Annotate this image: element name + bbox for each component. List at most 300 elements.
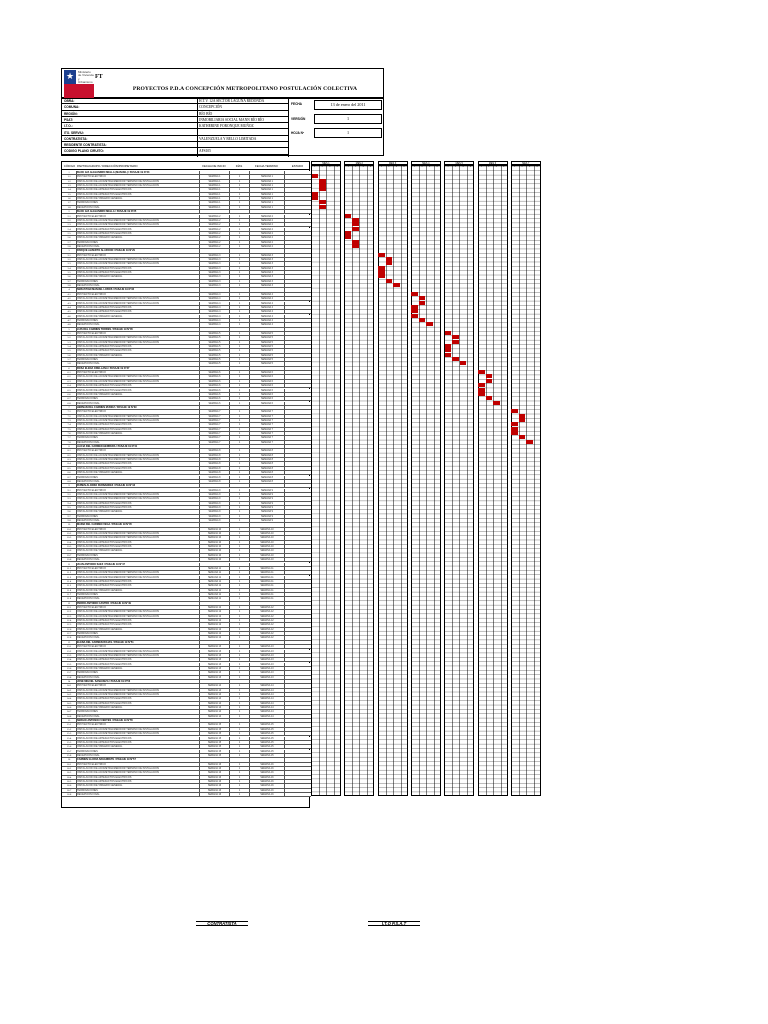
cell-name: TERMINACIONES — [77, 788, 98, 792]
cell-start: SEMANA 13 — [199, 676, 229, 680]
week-header: 2 — [454, 166, 457, 168]
cell-num: 12.1 — [62, 606, 77, 610]
cell-start: SEMANA 7 — [199, 432, 229, 436]
cell-end: SEMANA 13 — [249, 650, 284, 654]
month-column — [444, 165, 474, 796]
cell-days: 1 — [229, 402, 249, 406]
cell-name: INSTALACIÓN DE ARTEFACTOS ELÉCTRICOS — [77, 584, 132, 588]
cell-name: PROYECTO ELECTRICO — [77, 371, 106, 375]
cell-name: INSTALACIÓN DE ACOMETIDA/MEDIDOR TÉRMINO DE INSTALACIÓN — [77, 218, 160, 222]
cell-start: SEMANA 12 — [199, 623, 229, 627]
cell-end: SEMANA 8 — [249, 471, 284, 475]
cell-num: 1.7 — [62, 201, 77, 205]
cell-num: 9.5 — [62, 506, 77, 510]
cell-start: SEMANA 4 — [199, 297, 229, 301]
cell-end: SEMANA 13 — [249, 645, 284, 649]
cell-start: SEMANA 8 — [199, 449, 229, 453]
info-value: BÍO BÍO — [199, 111, 213, 116]
hoja-label: HOJA Nº — [291, 131, 305, 135]
cell-num: 11.2 — [62, 571, 77, 575]
cell-num: 7.6 — [62, 432, 77, 436]
cell-days: 1 — [229, 384, 249, 388]
cell-name: INSTALACIÓN DE ACOMETIDA/MEDIDOR TÉRMINO DE INSTALACIÓN — [77, 375, 160, 379]
cell-start: SEMANA 1 — [199, 175, 229, 179]
cell-name: INSTALACIÓN DE ACOMETIDA/MEDIDOR TÉRMINO DE INSTALACIÓN — [77, 223, 160, 227]
cell-start: SEMANA 7 — [199, 436, 229, 440]
cell-end: SEMANA 6 — [249, 397, 284, 401]
cell-name: PEDRO ANTONIO CASTRO / PASAJE 19 N°49 — [77, 601, 131, 605]
cell-end: SEMANA 15 — [249, 737, 284, 741]
cell-name: INSTALACIÓN DE ACOMETIDA/MEDIDOR TÉRMINO DE INSTALACIÓN — [77, 536, 160, 540]
cell-name: PROYECTO ELECTRICO — [77, 684, 106, 688]
cell-name: PROYECTO ELECTRICO — [77, 214, 106, 218]
cell-end: SEMANA 15 — [249, 754, 284, 758]
cell-end: SEMANA 16 — [249, 784, 284, 788]
cell-end: SEMANA 1 — [249, 201, 284, 205]
gantt-bar — [493, 401, 500, 405]
cell-days: 1 — [229, 754, 249, 758]
cell-num: 6.8 — [62, 402, 77, 406]
cell-days: 1 — [229, 715, 249, 719]
cell-start: SEMANA 7 — [199, 419, 229, 423]
cell-start: SEMANA 11 — [199, 584, 229, 588]
cell-name: INSTALACIÓN DE ARTEFACTOS ELÉCTRICOS — [77, 266, 132, 270]
gantt-bar — [452, 357, 459, 361]
cell-end: SEMANA 2 — [249, 219, 284, 223]
cell-start: SEMANA 2 — [199, 241, 229, 245]
cell-name: INSTALACIÓN DE ARTEFACTOS ELÉCTRICOS — [77, 501, 132, 505]
cell-num: 6 — [62, 367, 77, 371]
cell-start: SEMANA 15 — [199, 732, 229, 736]
week-header: 1 — [513, 166, 516, 168]
cell-start: SEMANA 6 — [199, 375, 229, 379]
cell-start: SEMANA 3 — [199, 280, 229, 284]
week-header: 2 — [388, 166, 390, 168]
cell-end: SEMANA 11 — [249, 580, 284, 584]
cell-start: SEMANA 10 — [199, 554, 229, 558]
cell-days: 1 — [229, 184, 249, 188]
info-label: ITO. SERVIU: — [64, 130, 84, 135]
cell-num: 13.1 — [62, 645, 77, 649]
cell-name: CARMEN GLORIA NAVARRETE / PASAJE 19 N°57 — [77, 758, 136, 762]
cell-num: 4.5 — [62, 310, 77, 314]
cell-end: SEMANA 10 — [249, 532, 284, 536]
cell-days: 1 — [229, 632, 249, 636]
cell-name: SERGIO ANTONIO FUENTES / PASAJE 19 N°55 — [77, 719, 133, 723]
week-header: 4 — [469, 166, 472, 168]
cell-name: INSTALACIÓN DE ARTEFACTOS ELÉCTRICOS — [77, 623, 132, 627]
cell-days: 1 — [229, 262, 249, 266]
cell-name: INSTALACIÓN DE TABLERO GENERAL — [77, 392, 123, 396]
cell-num: 10.7 — [62, 554, 77, 558]
cell-name: TERMINACIONES — [77, 632, 98, 636]
col-fecha-inicio: FECHA DE INICIO — [202, 164, 226, 168]
cell-num: 9 — [62, 484, 77, 488]
cell-days: 1 — [229, 315, 249, 319]
cell-end: SEMANA 15 — [249, 723, 284, 727]
cell-days: 1 — [229, 175, 249, 179]
cell-end: SEMANA 1 — [249, 193, 284, 197]
cell-name: INSTALACIÓN DE ARTEFACTOS ELÉCTRICOS — [77, 658, 132, 662]
cell-end: SEMANA 1 — [249, 206, 284, 210]
cell-num: 6.2 — [62, 375, 77, 379]
month-header: MES 3 — [378, 161, 408, 165]
cell-start: SEMANA 16 — [199, 771, 229, 775]
cell-end: SEMANA 9 — [249, 519, 284, 523]
cell-days: 1 — [229, 206, 249, 210]
ministry-logo — [64, 70, 94, 98]
month-header: MES 1 — [311, 161, 341, 165]
cell-days: 1 — [229, 532, 249, 536]
gantt-bar — [445, 331, 452, 335]
cell-end: SEMANA 13 — [249, 654, 284, 658]
cell-end: SEMANA 14 — [249, 702, 284, 706]
cell-num: 4.1 — [62, 293, 77, 297]
gantt-bar — [452, 340, 459, 344]
cell-name: INSTALACIÓN DE TABLERO GENERAL — [77, 275, 123, 279]
gantt-bar — [511, 431, 518, 435]
cell-num: 9.8 — [62, 519, 77, 523]
cell-start: SEMANA 14 — [199, 715, 229, 719]
week-header: 2 — [321, 166, 323, 168]
cell-start: SEMANA 1 — [199, 206, 229, 210]
cell-name: HERNÁN DEL CARMEN MUÑOZ / PASAJE 19 N°39 — [77, 405, 137, 409]
cell-end: SEMANA 15 — [249, 741, 284, 745]
cell-name: INSTALACIÓN DE ACOMETIDA/MEDIDOR TÉRMINO DE INSTALACIÓN — [77, 301, 160, 305]
cell-start: SEMANA 13 — [199, 645, 229, 649]
info-value: VALENZUELA Y BELLO LIMITADA — [199, 136, 257, 141]
cell-days: 1 — [229, 549, 249, 553]
cell-days: 1 — [229, 597, 249, 601]
info-value: KATHERINE FORONQUE MUÑOZ — [199, 124, 254, 129]
cell-start: SEMANA 8 — [199, 458, 229, 462]
cell-end: SEMANA 11 — [249, 584, 284, 588]
cell-start: SEMANA 13 — [199, 654, 229, 658]
cell-start: SEMANA 10 — [199, 549, 229, 553]
cell-name: RECEPCIÓN FINAL — [77, 205, 100, 209]
gantt-bar — [352, 227, 359, 231]
month-column — [344, 165, 374, 796]
cell-end: SEMANA 14 — [249, 684, 284, 688]
cell-days: 1 — [229, 615, 249, 619]
cell-start: SEMANA 3 — [199, 254, 229, 258]
cell-num: 8.1 — [62, 449, 77, 453]
cell-start: SEMANA 8 — [199, 480, 229, 484]
cell-start: SEMANA 1 — [199, 184, 229, 188]
cell-name: INSTALACIÓN DE ARTEFACTOS ELÉCTRICOS — [77, 662, 132, 666]
cell-name: TERMINACIONES — [77, 436, 98, 440]
cell-name: PROYECTO ELECTRICO — [77, 449, 106, 453]
cell-days: 1 — [229, 423, 249, 427]
cell-name: RECEPCIÓN FINAL — [77, 675, 100, 679]
week-header: 3 — [528, 166, 531, 168]
cell-days: 1 — [229, 497, 249, 501]
month-column — [311, 165, 341, 796]
cell-name: RECEPCIÓN FINAL — [77, 479, 100, 483]
cell-name: RECEPCIÓN FINAL — [77, 597, 100, 601]
cell-days: 1 — [229, 750, 249, 754]
cell-num: 2.6 — [62, 236, 77, 240]
cell-end: SEMANA 11 — [249, 593, 284, 597]
cell-name: LUIS DEL CARMEN TORRES / PASAJE 19 N°35 — [77, 327, 133, 331]
cell-num: 1.3 — [62, 184, 77, 188]
cell-num: 16.3 — [62, 771, 77, 775]
cell-name: INSTALACIÓN DE ARTEFACTOS ELÉCTRICOS — [77, 231, 132, 235]
cell-end: SEMANA 10 — [249, 541, 284, 545]
week-header: 3 — [395, 166, 397, 168]
cell-start: SEMANA 1 — [199, 201, 229, 205]
cell-days: 1 — [229, 441, 249, 445]
week-header: 2 — [488, 166, 490, 168]
cell-num: 9.4 — [62, 502, 77, 506]
cell-end: SEMANA 1 — [249, 197, 284, 201]
cell-days: 1 — [229, 693, 249, 697]
cell-days: 1 — [229, 197, 249, 201]
cell-end: SEMANA 14 — [249, 693, 284, 697]
gantt-bar — [345, 214, 352, 218]
cell-start: SEMANA 16 — [199, 763, 229, 767]
cell-num: 3 — [62, 249, 77, 253]
cell-end: SEMANA 6 — [249, 402, 284, 406]
cell-num: 7.8 — [62, 441, 77, 445]
cell-name: BLOK 12A ALEJANDRO MELLA / PASAJE 19 N°25 — [77, 210, 137, 214]
cell-name: INSTALACIÓN DE TABLERO GENERAL — [77, 588, 123, 592]
cell-start: SEMANA 14 — [199, 702, 229, 706]
cell-num: 2.7 — [62, 241, 77, 245]
cell-start: SEMANA 4 — [199, 293, 229, 297]
info-value: H.T.V. 12A SECTOR LAGUNA REDONDA — [199, 99, 265, 103]
cell-end: SEMANA 8 — [249, 458, 284, 462]
cell-end: SEMANA 15 — [249, 750, 284, 754]
cell-name: INSTALACIÓN DE ARTEFACTOS ELÉCTRICOS — [77, 462, 132, 466]
cell-name: INSTALACIÓN DE ARTEFACTOS ELÉCTRICOS — [77, 349, 132, 353]
cell-name: INSTALACIÓN DE ACOMETIDA/MEDIDOR TÉRMINO DE INSTALACIÓN — [77, 653, 160, 657]
cell-num: 7.1 — [62, 410, 77, 414]
cell-num: 3.3 — [62, 262, 77, 266]
cell-days: 1 — [229, 201, 249, 205]
info-label: COMUNA: — [64, 105, 80, 110]
cell-num: 3.4 — [62, 267, 77, 271]
gantt-bar — [486, 379, 493, 383]
gantt-bar — [478, 392, 485, 396]
cell-name: INSTALACIÓN DE TABLERO GENERAL — [77, 236, 123, 240]
cell-name: INSTALACIÓN DE ARTEFACTOS ELÉCTRICOS — [77, 545, 132, 549]
cell-num: 9.2 — [62, 493, 77, 497]
cell-name: PROYECTO ELECTRICO — [77, 331, 106, 335]
cell-end: SEMANA 3 — [249, 271, 284, 275]
cell-name: INSTALACIÓN DE ARTEFACTOS ELÉCTRICOS — [77, 466, 132, 470]
cell-start: SEMANA 10 — [199, 528, 229, 532]
cell-num: 16.5 — [62, 780, 77, 784]
cell-start: SEMANA 8 — [199, 476, 229, 480]
info-row — [62, 143, 288, 148]
cell-name: BLOK 12A ALEJANDRO MELLA (MANUEL) / PASAJE 19 N°23 — [77, 171, 150, 174]
cell-start: SEMANA 14 — [199, 684, 229, 688]
cell-start: SEMANA 13 — [199, 650, 229, 654]
cell-days: 1 — [229, 436, 249, 440]
cell-name: MARÍA DEL CARMEN VEGA / PASAJE 19 N°45 — [77, 523, 132, 527]
cell-days: 1 — [229, 267, 249, 271]
cell-end: SEMANA 7 — [249, 423, 284, 427]
cell-days: 1 — [229, 293, 249, 297]
cell-name: INSTALACIÓN DE ARTEFACTOS ELÉCTRICOS — [77, 736, 132, 740]
cell-num: 13.2 — [62, 650, 77, 654]
cell-days: 1 — [229, 245, 249, 249]
cell-num: 4 — [62, 288, 77, 292]
cell-num: 16.2 — [62, 767, 77, 771]
cell-num: 10.1 — [62, 528, 77, 532]
cell-num: 6.5 — [62, 389, 77, 393]
cell-name: INSTALACIÓN DE ARTEFACTOS ELÉCTRICOS — [77, 697, 132, 701]
cell-days: 1 — [229, 319, 249, 323]
cell-num: 13.5 — [62, 663, 77, 667]
cell-days: 1 — [229, 380, 249, 384]
info-value: INMOBILIARIA SOCIAL MANN BÍO BÍO — [199, 117, 264, 122]
week-header: 3 — [362, 166, 364, 168]
cell-days: 1 — [229, 589, 249, 593]
cell-num: 8.4 — [62, 462, 77, 466]
cell-end: SEMANA 6 — [249, 375, 284, 379]
cell-end: SEMANA 4 — [249, 293, 284, 297]
cell-days: 1 — [229, 254, 249, 258]
cell-days: 1 — [229, 302, 249, 306]
cell-end: SEMANA 12 — [249, 619, 284, 623]
cell-days: 1 — [229, 341, 249, 345]
cell-days: 1 — [229, 310, 249, 314]
cell-start: SEMANA 3 — [199, 275, 229, 279]
cell-days: 1 — [229, 776, 249, 780]
cell-num: 6.6 — [62, 393, 77, 397]
week-header: 4 — [536, 166, 538, 168]
cell-days: 1 — [229, 610, 249, 614]
cell-start: SEMANA 2 — [199, 232, 229, 236]
cell-name: INSTALACIÓN DE ARTEFACTOS ELÉCTRICOS — [77, 540, 132, 544]
cell-end: SEMANA 5 — [249, 336, 284, 340]
cell-num: 16 — [62, 758, 77, 762]
hoja-value: 1 — [346, 130, 350, 135]
cell-start: SEMANA 4 — [199, 323, 229, 327]
cell-num: 10.5 — [62, 545, 77, 549]
cell-end: SEMANA 6 — [249, 389, 284, 393]
cell-name: ROSA ELENA ORELLANA / PASAJE 19 N°37 — [77, 366, 130, 370]
cell-end: SEMANA 6 — [249, 384, 284, 388]
cell-end: SEMANA 7 — [249, 441, 284, 445]
cell-start: SEMANA 11 — [199, 571, 229, 575]
cell-days: 1 — [229, 702, 249, 706]
cell-num: 10.4 — [62, 541, 77, 545]
cell-num: 2.2 — [62, 219, 77, 223]
cell-start: SEMANA 15 — [199, 754, 229, 758]
cell-end: SEMANA 5 — [249, 362, 284, 366]
cell-start: SEMANA 3 — [199, 258, 229, 262]
cell-days: 1 — [229, 580, 249, 584]
cell-num: 14.8 — [62, 715, 77, 719]
gantt-bar — [486, 396, 493, 400]
cell-name: PROYECTO ELECTRICO — [77, 606, 106, 609]
cell-end: SEMANA 3 — [249, 284, 284, 288]
cell-num: 2.8 — [62, 245, 77, 249]
cell-num: 4.4 — [62, 306, 77, 310]
cell-num: 11.4 — [62, 580, 77, 584]
cell-num: 11.8 — [62, 597, 77, 601]
cell-name: RECEPCIÓN FINAL — [77, 244, 100, 248]
cell-num: 14 — [62, 680, 77, 684]
cell-days: 1 — [229, 619, 249, 623]
cell-start: SEMANA 1 — [199, 193, 229, 197]
cell-start: SEMANA 14 — [199, 697, 229, 701]
cell-end: SEMANA 16 — [249, 771, 284, 775]
cell-name: INSTALACIÓN DE ACOMETIDA/MEDIDOR TÉRMINO DE INSTALACIÓN — [77, 262, 160, 266]
month-header: MES 5 — [444, 161, 474, 165]
cell-name: INSTALACIÓN DE ARTEFACTOS ELÉCTRICOS — [77, 271, 132, 275]
cell-end: SEMANA 2 — [249, 232, 284, 236]
cell-days: 1 — [229, 271, 249, 275]
cell-end: SEMANA 1 — [249, 180, 284, 184]
project-info — [61, 98, 384, 156]
cell-days: 1 — [229, 741, 249, 745]
cell-num: 16.4 — [62, 776, 77, 780]
cell-end: SEMANA 4 — [249, 306, 284, 310]
cell-name: RECEPCIÓN FINAL — [77, 323, 100, 327]
cell-start: SEMANA 5 — [199, 349, 229, 353]
cell-days: 1 — [229, 415, 249, 419]
cell-days: 1 — [229, 215, 249, 219]
cell-num: 2.3 — [62, 223, 77, 227]
cell-name: INSTALACIÓN DE ARTEFACTOS ELÉCTRICOS — [77, 423, 132, 427]
cell-num: 6.7 — [62, 397, 77, 401]
cell-end: SEMANA 7 — [249, 428, 284, 432]
cell-start: SEMANA 16 — [199, 780, 229, 784]
cell-end: SEMANA 13 — [249, 658, 284, 662]
cell-num: 8.6 — [62, 471, 77, 475]
cell-end: SEMANA 8 — [249, 476, 284, 480]
cell-days: 1 — [229, 667, 249, 671]
cell-num: 2.1 — [62, 215, 77, 219]
cell-num: 14.6 — [62, 706, 77, 710]
gantt-bar — [411, 292, 418, 296]
cell-days: 1 — [229, 663, 249, 667]
cell-end: SEMANA 4 — [249, 315, 284, 319]
cell-start: SEMANA 10 — [199, 532, 229, 536]
cell-end: SEMANA 9 — [249, 497, 284, 501]
cell-start: SEMANA 12 — [199, 606, 229, 610]
cell-end: SEMANA 7 — [249, 432, 284, 436]
info-row — [62, 118, 288, 123]
cell-start: SEMANA 13 — [199, 667, 229, 671]
cell-num: 15.7 — [62, 750, 77, 754]
cell-name: RECEPCIÓN FINAL — [77, 519, 100, 522]
cell-name: INSTALACIÓN DE ACOMETIDA/MEDIDOR TÉRMINO DE INSTALACIÓN — [77, 693, 160, 696]
cell-name: INSTALACIÓN DE ARTEFACTOS ELÉCTRICOS — [77, 305, 132, 309]
cell-days: 1 — [229, 354, 249, 358]
cell-end: SEMANA 4 — [249, 310, 284, 314]
cell-name: RECEPCIÓN FINAL — [77, 793, 100, 797]
cell-num: 6.1 — [62, 371, 77, 375]
cell-end: SEMANA 13 — [249, 663, 284, 667]
cell-name: PROYECTO ELECTRICO — [77, 410, 106, 414]
cell-num: 8.5 — [62, 467, 77, 471]
cell-start: SEMANA 11 — [199, 576, 229, 580]
week-header: 1 — [414, 166, 416, 168]
cell-num: 7.5 — [62, 428, 77, 432]
cell-num: 5.5 — [62, 349, 77, 353]
cell-name: PROYECTO ELECTRICO — [77, 175, 106, 179]
cell-num: 13.6 — [62, 667, 77, 671]
cell-name: INSTALACIÓN DE ACOMETIDA/MEDIDOR TÉRMINO DE INSTALACIÓN — [77, 771, 160, 775]
cell-start: SEMANA 11 — [199, 593, 229, 597]
cell-num: 15 — [62, 719, 77, 723]
cell-name: INSTALACIÓN DE TABLERO GENERAL — [77, 510, 123, 514]
